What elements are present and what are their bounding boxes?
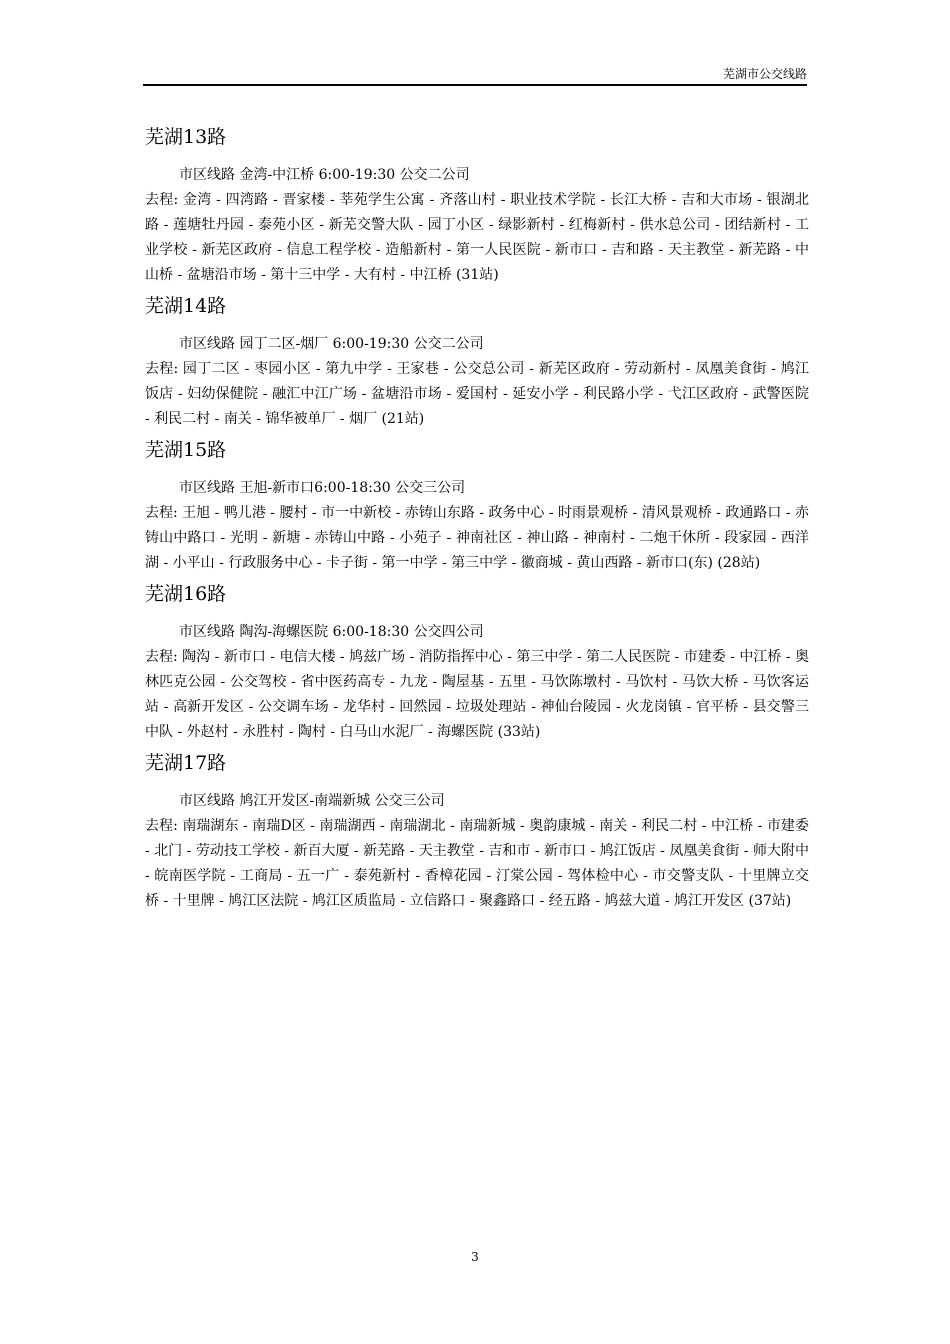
route-stops: 去程: 金湾 - 四湾路 - 晋家楼 - 莘苑学生公寓 - 齐落山村 - 职业技术学院 - 长江大桥 - 吉和大市场 - 银湖北路 - 莲塘牡丹园 - 泰苑小区 - 新芜交警大队 - 园丁小区 - 绿影新村 - 红梅新村 - 供水总公司 - 团结新村 - 工业学校 - 新芜区政府 - 信息工程学校 - 造船新村 - 第一人民医院 - 新市口 - 吉和路 - 天主教堂 - 新芜路 - 中山桥 - 盆塘沿市场 - 第十三中学 - 大有村 - 中江桥 (31站) bbox=[145, 192, 809, 283]
header-title: 芜湖市公交线路 bbox=[722, 67, 807, 81]
route-title: 芜湖13路 bbox=[145, 126, 227, 148]
route-info: 市区线路 园丁二区-烟厂 6:00-19:30 公交二公司 bbox=[179, 336, 484, 352]
route-section-15 bbox=[145, 436, 809, 576]
route-stops: 去程: 南瑞湖东 - 南瑞D区 - 南瑞湖西 - 南瑞湖北 - 南瑞新城 - 奥韵康城 - 南关 - 利民二村 - 中江桥 - 市建委 - 北门 - 劳动技工学校 - 新百大厦 - 新芜路 - 天主教堂 - 吉和市 - 新市口 - 鸠江饭店 - 凤凰美食街 - 师大附中 - 皖南医学院 - 工商局 - 五一广 - 泰苑新村 - 香樟花园 - 汀棠公园 - 驾体检中心 - 市交警支队 - 十里牌立交桥 - 十里牌 - 鸠江区法院 - 鸠江区质监局 - 立信路口 - 聚鑫路口 - 经五路 - 鸠兹大道 - 鸠江开发区 (37站) bbox=[145, 818, 809, 909]
route-title: 芜湖14路 bbox=[145, 295, 227, 317]
route-section-14 bbox=[145, 292, 809, 432]
route-stops: 去程: 王旭 - 鸭儿港 - 腰村 - 市一中新校 - 赤铸山东路 - 政务中心 - 时雨景观桥 - 清风景观桥 - 政通路口 - 赤铸山中路口 - 光明 - 新塘 - 赤铸山中路 - 小苑子 - 神南社区 - 神山路 - 神南村 - 二炮干休所 - 段家园 - 西洋湖 - 小平山 - 行政服务中心 - 卡子街 - 第一中学 - 第三中学 - 徽商城 - 黄山西路 - 新市口(东) (28站) bbox=[145, 505, 809, 571]
route-info: 市区线路 王旭-新市口6:00-18:30 公交三公司 bbox=[179, 480, 466, 496]
route-info: 市区线路 陶沟-海螺医院 6:00-18:30 公交四公司 bbox=[179, 624, 484, 640]
page-header bbox=[143, 67, 807, 86]
route-section-13 bbox=[145, 123, 809, 288]
route-info: 市区线路 金湾-中江桥 6:00-19:30 公交二公司 bbox=[179, 167, 470, 183]
route-title: 芜湖15路 bbox=[145, 439, 227, 461]
route-info: 市区线路 鸠江开发区-南端新城 公交三公司 bbox=[179, 793, 445, 809]
route-section-17 bbox=[145, 749, 809, 914]
route-stops: 去程: 园丁二区 - 枣园小区 - 第九中学 - 王家巷 - 公交总公司 - 新芜区政府 - 劳动新村 - 凤凰美食街 - 鸠江饭店 - 妇幼保健院 - 融汇中江广场 - 盆塘沿市场 - 爱国村 - 延安小学 - 利民路小学 - 弋江区政府 - 武警医院 - 利民二村 - 南关 - 锦华被单厂 - 烟厂 (21站) bbox=[145, 361, 809, 427]
page-number: 3 bbox=[471, 1250, 479, 1264]
route-section-16 bbox=[145, 580, 809, 745]
route-title: 芜湖17路 bbox=[145, 752, 227, 774]
route-stops: 去程: 陶沟 - 新市口 - 电信大楼 - 鸠兹广场 - 消防指挥中心 - 第三中学 - 第二人民医院 - 市建委 - 中江桥 - 奥林匹克公园 - 公交驾校 - 省中医药高专 - 九龙 - 陶屋基 - 五里 - 马饮陈墩村 - 马饮村 - 马饮大桥 - 马饮客运站 - 高新开发区 - 公交调车场 - 龙华村 - 回然园 - 垃圾处理站 - 神仙台陵园 - 火龙岗镇 - 官平桥 - 县交警三中队 - 外赵村 - 永胜村 - 陶村 - 白马山水泥厂 - 海螺医院 (33站) bbox=[145, 649, 809, 740]
document-body bbox=[145, 123, 809, 918]
route-title: 芜湖16路 bbox=[145, 583, 227, 605]
